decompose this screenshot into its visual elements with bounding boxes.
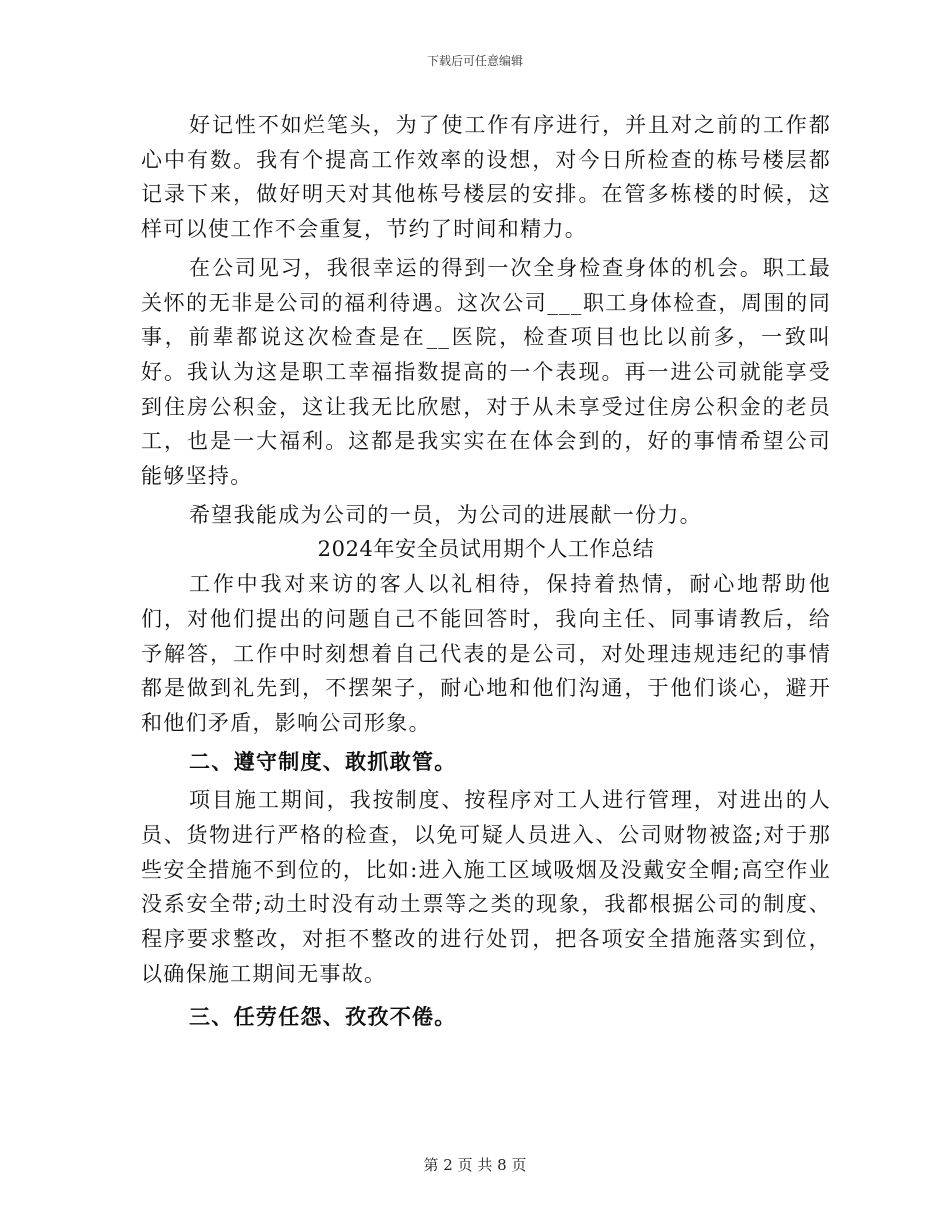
heading-comply-rules: 二、遵守制度、敢抓敢管。 [189,748,457,774]
document-body [141,108,831,1034]
heading-hardworking: 三、任劳任怨、孜孜不倦。 [189,1003,457,1029]
page-header-note: 下载后可任意编辑 [426,54,523,68]
page-number: 第 2 页 共 8 页 [423,1156,527,1174]
paragraph-work-record: 好记性不如烂笔头，为了使工作有序进行，并且对之前的工作都心中有数。我有个提高工作效率的设想，对今日所检查的栋号楼层都记录下来，做好明天对其他栋号楼层的安排。在管多栋楼的时候，这样可以使工作不会重复，节约了时间和精力。 [141,113,831,242]
paragraph-site-management: 项目施工期间，我按制度、按程序对工人进行管理，对进出的人员、货物进行严格的检查，以免可疑人员进入、公司财物被盗;对于那些安全措施不到位的，比如:进入施工区域吸烟及没戴安全帽;高空作业没系安全带;动土时没有动土票等之类的现象，我都根据公司的制度、程序要求整改，对拒不整改的进行处罚，把各项安全措施落实到位，以确保施工期间无事故。 [141,788,831,986]
section-title: 2024年安全员试用期个人工作总结 [317,537,655,562]
paragraph-reception: 工作中我对来访的客人以礼相待，保持着热情，耐心地帮助他们，对他们提出的问题自己不能回答时，我向主任、同事请教后，给予解答，工作中时刻想着自己代表的是公司，对处理违规违纪的事情都是做到礼先到，不摆架子，耐心地和他们沟通，于他们谈心，避开和他们矛盾，影响公司形象。 [141,572,831,735]
paragraph-internship-benefits: 在公司见习，我很幸运的得到一次全身检查身体的机会。职工最关怀的无非是公司的福利待遇。这次公司___职工身体检查，周围的同事，前辈都说这次检查是在__医院，检查项目也比以前多，一致叫好。我认为这是职工幸福指数提高的一个表现。再一进公司就能享受到住房公积金，这让我无比欣慰，对于从未享受过住房公积金的老员工，也是一大福利。这都是我实实在在体会到的，好的事情希望公司能够坚持。 [141,255,831,489]
paragraph-hope: 希望我能成为公司的一员，为公司的进展献一份力。 [189,502,702,527]
